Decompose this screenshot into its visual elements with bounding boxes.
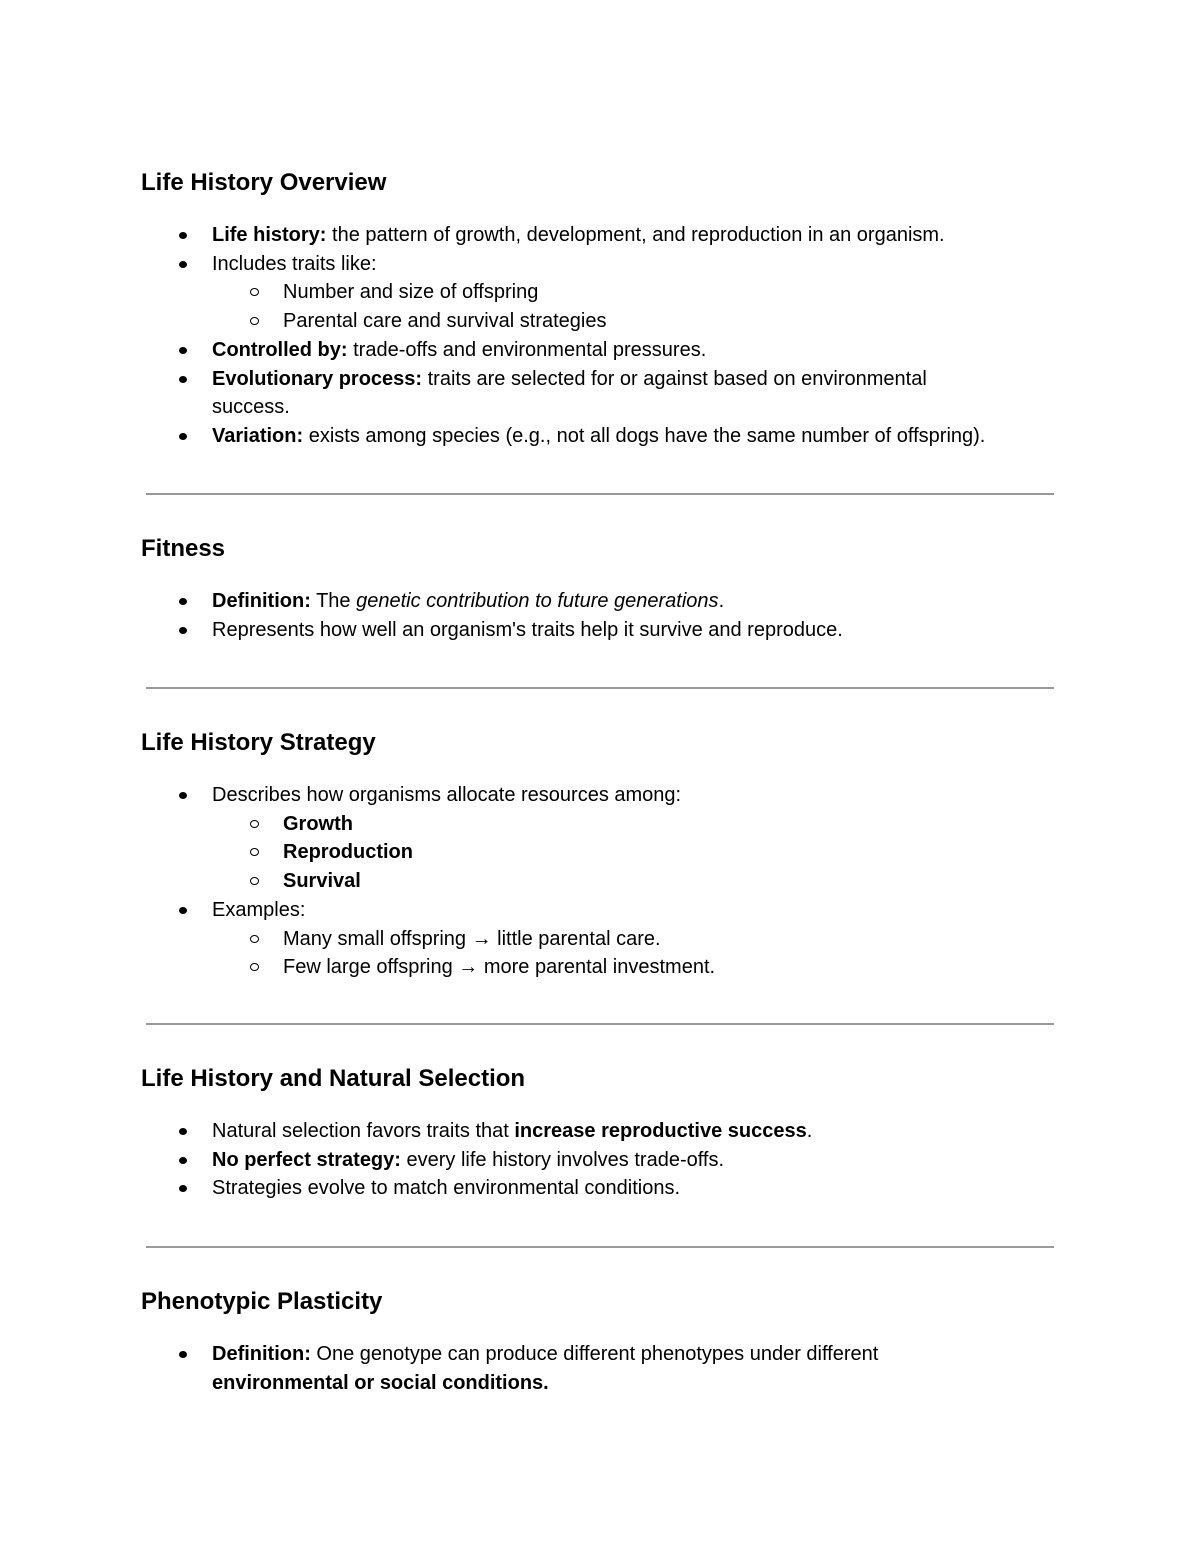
list-item (141, 1174, 1061, 1203)
list-item (141, 1117, 1061, 1146)
bullet-list (141, 1340, 1061, 1397)
section-heading: Life History Strategy (141, 729, 376, 756)
item-text: the pattern of growth, development, and reproduction in an organism. (326, 224, 945, 246)
list-item (141, 781, 1061, 896)
list-item (141, 1146, 1061, 1175)
item-label: Controlled by: (212, 338, 348, 361)
horizontal-rule (146, 1023, 1054, 1025)
list-item (141, 221, 1061, 250)
item-text: traits are selected for or against based on environmental success. (212, 367, 927, 419)
item-label: Life history: (212, 224, 327, 246)
sub-list (141, 810, 1061, 896)
list-item (141, 336, 1061, 365)
section-heading: Fitness (141, 535, 226, 562)
sub-list-item: Few large offspring → more parental investment. (141, 953, 1061, 982)
item-text: . (806, 1120, 813, 1142)
sub-list-item: Growth (141, 810, 1061, 839)
sub-list-item: Parental care and survival strategies (141, 307, 1061, 336)
item-text: Strategies evolve to match environmental conditions. (212, 1177, 681, 1200)
item-text: Represents how well an organism's traits help it survive and reproduce. (212, 618, 843, 641)
item-bold: increase reproductive success (514, 1120, 807, 1142)
item-label: Definition: (212, 590, 311, 612)
sub-list (141, 925, 1061, 982)
section-life-history-strategy (141, 729, 1061, 982)
item-text: The (310, 590, 357, 612)
bullet-list (141, 781, 1061, 982)
sub-list-item: Number and size of offspring (141, 278, 1061, 307)
sub-list-item: Many small offspring → little parental care. (141, 925, 1061, 954)
item-text: Natural selection favors traits that (212, 1120, 515, 1142)
item-text: One genotype can produce different phenotypes under different (310, 1343, 879, 1365)
list-item (141, 896, 1061, 982)
item-label: Evolutionary process: (212, 367, 423, 390)
sub-list-item: Reproduction (141, 838, 1061, 867)
item-text: Describes how organisms allocate resources among: (212, 784, 682, 806)
horizontal-rule (146, 687, 1054, 689)
list-item (141, 250, 1061, 336)
item-label: Variation: (212, 424, 304, 447)
section-natural-selection (141, 1065, 1061, 1203)
item-text: exists among species (e.g., not all dogs have the same number of offspring). (303, 424, 986, 447)
list-item (141, 616, 1061, 645)
section-fitness (141, 535, 1061, 644)
bullet-list (141, 1117, 1061, 1203)
list-item (141, 422, 1061, 451)
item-text: every life history involves trade-offs. (400, 1148, 725, 1171)
section-heading: Phenotypic Plasticity (141, 1288, 383, 1315)
item-text: trade-offs and environmental pressures. (347, 338, 707, 361)
sub-list (141, 278, 1061, 335)
item-text: . (718, 590, 725, 612)
list-item (141, 587, 1061, 616)
list-item (141, 365, 1061, 422)
section-heading: Life History Overview (141, 169, 387, 196)
item-text: Includes traits like: (212, 252, 377, 275)
list-item (141, 1340, 1061, 1397)
bullet-list (141, 587, 1061, 644)
item-label: No perfect strategy: (212, 1148, 401, 1171)
horizontal-rule (146, 493, 1054, 495)
section-heading: Life History and Natural Selection (141, 1065, 526, 1092)
item-text: Examples: (212, 898, 306, 921)
horizontal-rule (146, 1246, 1054, 1248)
sub-list-item: Survival (141, 867, 1061, 896)
section-phenotypic-plasticity (141, 1288, 1061, 1397)
item-italic: genetic contribution to future generations (356, 590, 719, 612)
bullet-list (141, 221, 1061, 451)
item-label: Definition: (212, 1343, 311, 1365)
item-bold: environmental or social conditions. (212, 1371, 549, 1394)
section-life-history-overview (141, 169, 1061, 451)
